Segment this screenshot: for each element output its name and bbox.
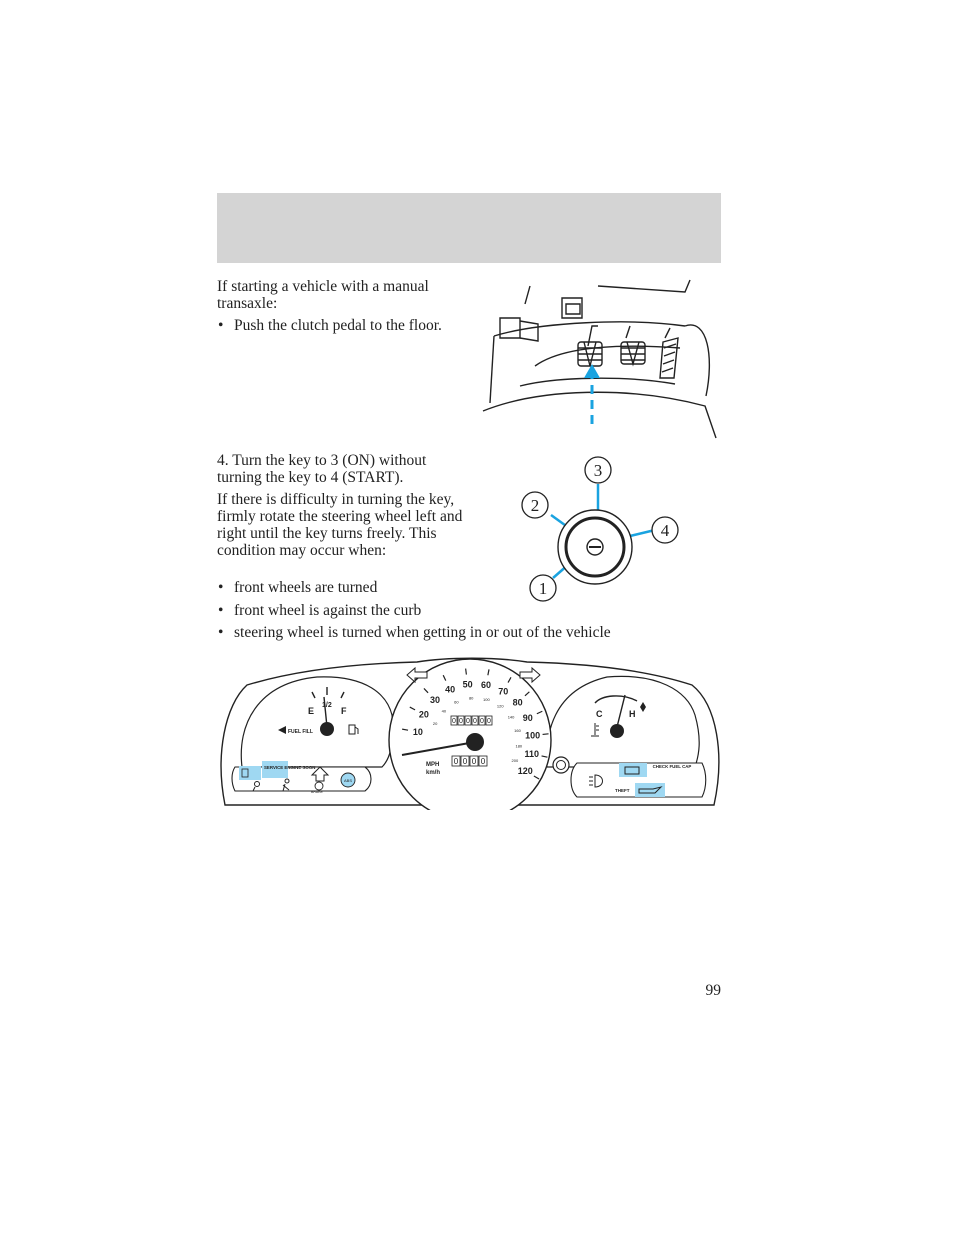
speedo-mph-label: 120 <box>517 766 533 776</box>
speedo-mph-label: 10 <box>412 726 423 737</box>
charging-system-indicator <box>619 763 647 777</box>
section-header-band <box>217 193 721 263</box>
fuel-fill-label: FUEL FILL <box>288 729 313 735</box>
ignition-position-4: 4 <box>660 521 670 540</box>
fuel-full-label: F <box>341 706 347 716</box>
bullet-condition-3: • steering wheel is turned when getting in or out of the vehicle <box>217 624 704 641</box>
trip-meter-digit: 0 <box>453 757 459 766</box>
speedo-mph-label: 20 <box>418 709 429 720</box>
speedo-kmh-label: 160 <box>514 728 521 734</box>
speedo-mph-label: 100 <box>525 730 541 741</box>
speedo-kmh-label: 180 <box>515 743 523 749</box>
speedo-tick <box>466 669 467 675</box>
temp-cold-label: C <box>596 709 603 719</box>
trip-meter-digit: 0 <box>471 757 477 766</box>
speedo-tick <box>543 734 549 735</box>
ignition-position-1: 1 <box>538 579 548 598</box>
speedo-mph-label: 80 <box>512 697 523 708</box>
service-engine-soon-label: SERVICE ENGINE SOON <box>264 765 316 770</box>
ignition-diagram <box>515 452 690 607</box>
speedo-unit-mph: MPH <box>426 762 440 768</box>
trip-meter-digit: 0 <box>462 757 468 766</box>
speedo-kmh-label: 100 <box>483 696 490 702</box>
speedo-kmh-label: 120 <box>496 703 504 709</box>
check-fuel-cap-label <box>653 764 692 769</box>
bullet-condition-2: • front wheel is against the curb <box>217 602 634 619</box>
page-number: 99 <box>705 982 721 999</box>
speedo-kmh-label: 20 <box>432 720 438 726</box>
odometer-digit: 0 <box>466 718 470 725</box>
speedo-kmh-label: 60 <box>454 699 459 705</box>
difficulty-text: If there is difficulty in turning the key, firmly rotate the steering wheel left and right until the key turns freely. This condition may occur when: <box>217 491 463 559</box>
speedo-kmh-label: 80 <box>468 695 474 701</box>
speedo-kmh-label: 40 <box>441 708 447 714</box>
intro-text: If starting a vehicle with a manual transaxle: <box>217 278 429 312</box>
speedo-mph-label: 60 <box>480 680 491 691</box>
speedo-mph-label: 30 <box>429 695 440 706</box>
odometer-digit: 0 <box>487 718 491 725</box>
theft-label: THEFT <box>615 788 630 793</box>
trip-meter-digit: 0 <box>480 757 486 766</box>
clutch-pedal-illustration <box>480 278 722 440</box>
step4-text: 4. Turn the key to 3 (ON) without turning the key to 4 (START). <box>217 452 427 486</box>
speedo-kmh-label: 140 <box>507 714 515 720</box>
check-fuel-cap-text: CHECK FUEL CAP <box>652 764 692 769</box>
speedo-mph-label: 90 <box>522 712 533 723</box>
odometer-digit: 0 <box>480 718 484 725</box>
odometer-digit: 0 <box>452 718 456 725</box>
speedo-mph-label: 110 <box>524 748 540 759</box>
fuel-empty-label: E <box>308 706 315 716</box>
ignition-position-2: 2 <box>530 496 540 515</box>
odometer-digit: 0 <box>473 718 477 725</box>
speedo-mph-label: 50 <box>462 679 473 690</box>
abs-icon <box>341 773 355 787</box>
brake-label: BRAKE <box>311 790 323 794</box>
speedo-mph-label: 70 <box>498 686 509 697</box>
speedo-kmh-label: 200 <box>511 758 519 764</box>
instrument-cluster <box>217 655 722 810</box>
speedo-mph-label: 40 <box>445 684 456 695</box>
temp-hot-label: H <box>629 709 636 719</box>
speedo-unit-kmh: km/h <box>426 770 441 776</box>
ignition-position-3: 3 <box>593 461 603 480</box>
bullet-condition-1: • front wheels are turned <box>217 579 634 596</box>
fuel-half-label: 1/2 <box>322 702 332 709</box>
odometer-digit: 0 <box>459 718 463 725</box>
abs-label: ABS <box>343 778 353 783</box>
bullet-clutch: • Push the clutch pedal to the floor. <box>217 317 474 334</box>
